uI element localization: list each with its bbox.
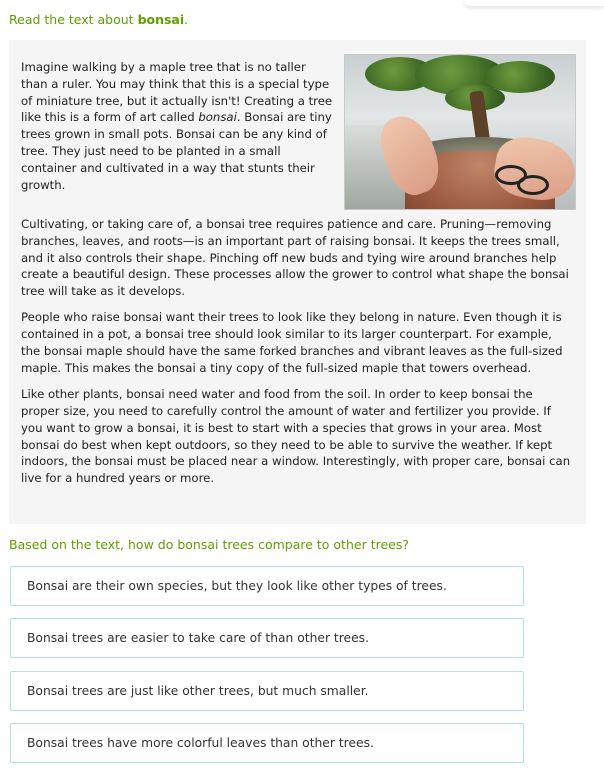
bonsai-pruning-photo <box>344 54 576 210</box>
answer-option-2[interactable]: Bonsai trees are easier to take care of than other trees. <box>10 618 524 658</box>
reading-passage <box>9 40 586 524</box>
answer-option-4[interactable]: Bonsai trees have more colorful leaves than other trees. <box>10 723 524 763</box>
header-shadow <box>464 0 604 6</box>
instruction-suffix: . <box>184 12 189 27</box>
instruction-prefix: Read the text about <box>9 12 138 27</box>
passage-paragraph-1: Imagine walking by a maple tree that is no taller than a ruler. You may think that this is a special type of miniature tree, but it actually isn't! Creating a tree like this is a form of art called bonsai. Bonsai are tiny trees grown in small pots. Bonsai can be any kind of tree. They just need to be planted in a small container and cultivated in a way that stunts their growth. <box>21 60 333 192</box>
answer-option-1[interactable]: Bonsai are their own species, but they look like other types of trees. <box>10 566 524 606</box>
instruction-text <box>9 12 188 27</box>
question-text: Based on the text, how do bonsai trees compare to other trees? <box>9 537 409 552</box>
instruction-keyword: bonsai <box>137 12 185 27</box>
answer-option-3[interactable]: Bonsai trees are just like other trees, but much smaller. <box>10 671 524 711</box>
passage-paragraph-3: People who raise bonsai want their trees to look like they belong in nature. Even though it is contained in a pot, a bonsai tree should look similar to its larger counterpart. For example, the bonsai maple should have the same forked branches and vibrant leaves as the full-sized maple. This makes the bonsai a tiny copy of the full-sized maple that towers overhead. <box>21 310 563 375</box>
passage-paragraph-4: Like other plants, bonsai need water and food from the soil. In order to keep bonsai the proper size, you need to carefully control the amount of water and fertilizer you provide. If you want to grow a bonsai, it is best to start with a species that grows in your area. Most bonsai do best when kept outdoors, so they need to be able to survive the weather. If kept indoors, the bonsai must be placed near a window. Interestingly, with proper care, bonsai can live for a hundred years or more. <box>21 387 571 486</box>
passage-paragraph-2: Cultivating, or taking care of, a bonsai tree requires patience and care. Pruning—removing branches, leaves, and roots—is an important part of raising bonsai. It keeps the trees small, and it also controls their shape. Pinching off new buds and tying wire around branches help create a beautiful design. These processes allow the grower to control what shape the bonsai tree will take as it develops. <box>21 217 569 299</box>
